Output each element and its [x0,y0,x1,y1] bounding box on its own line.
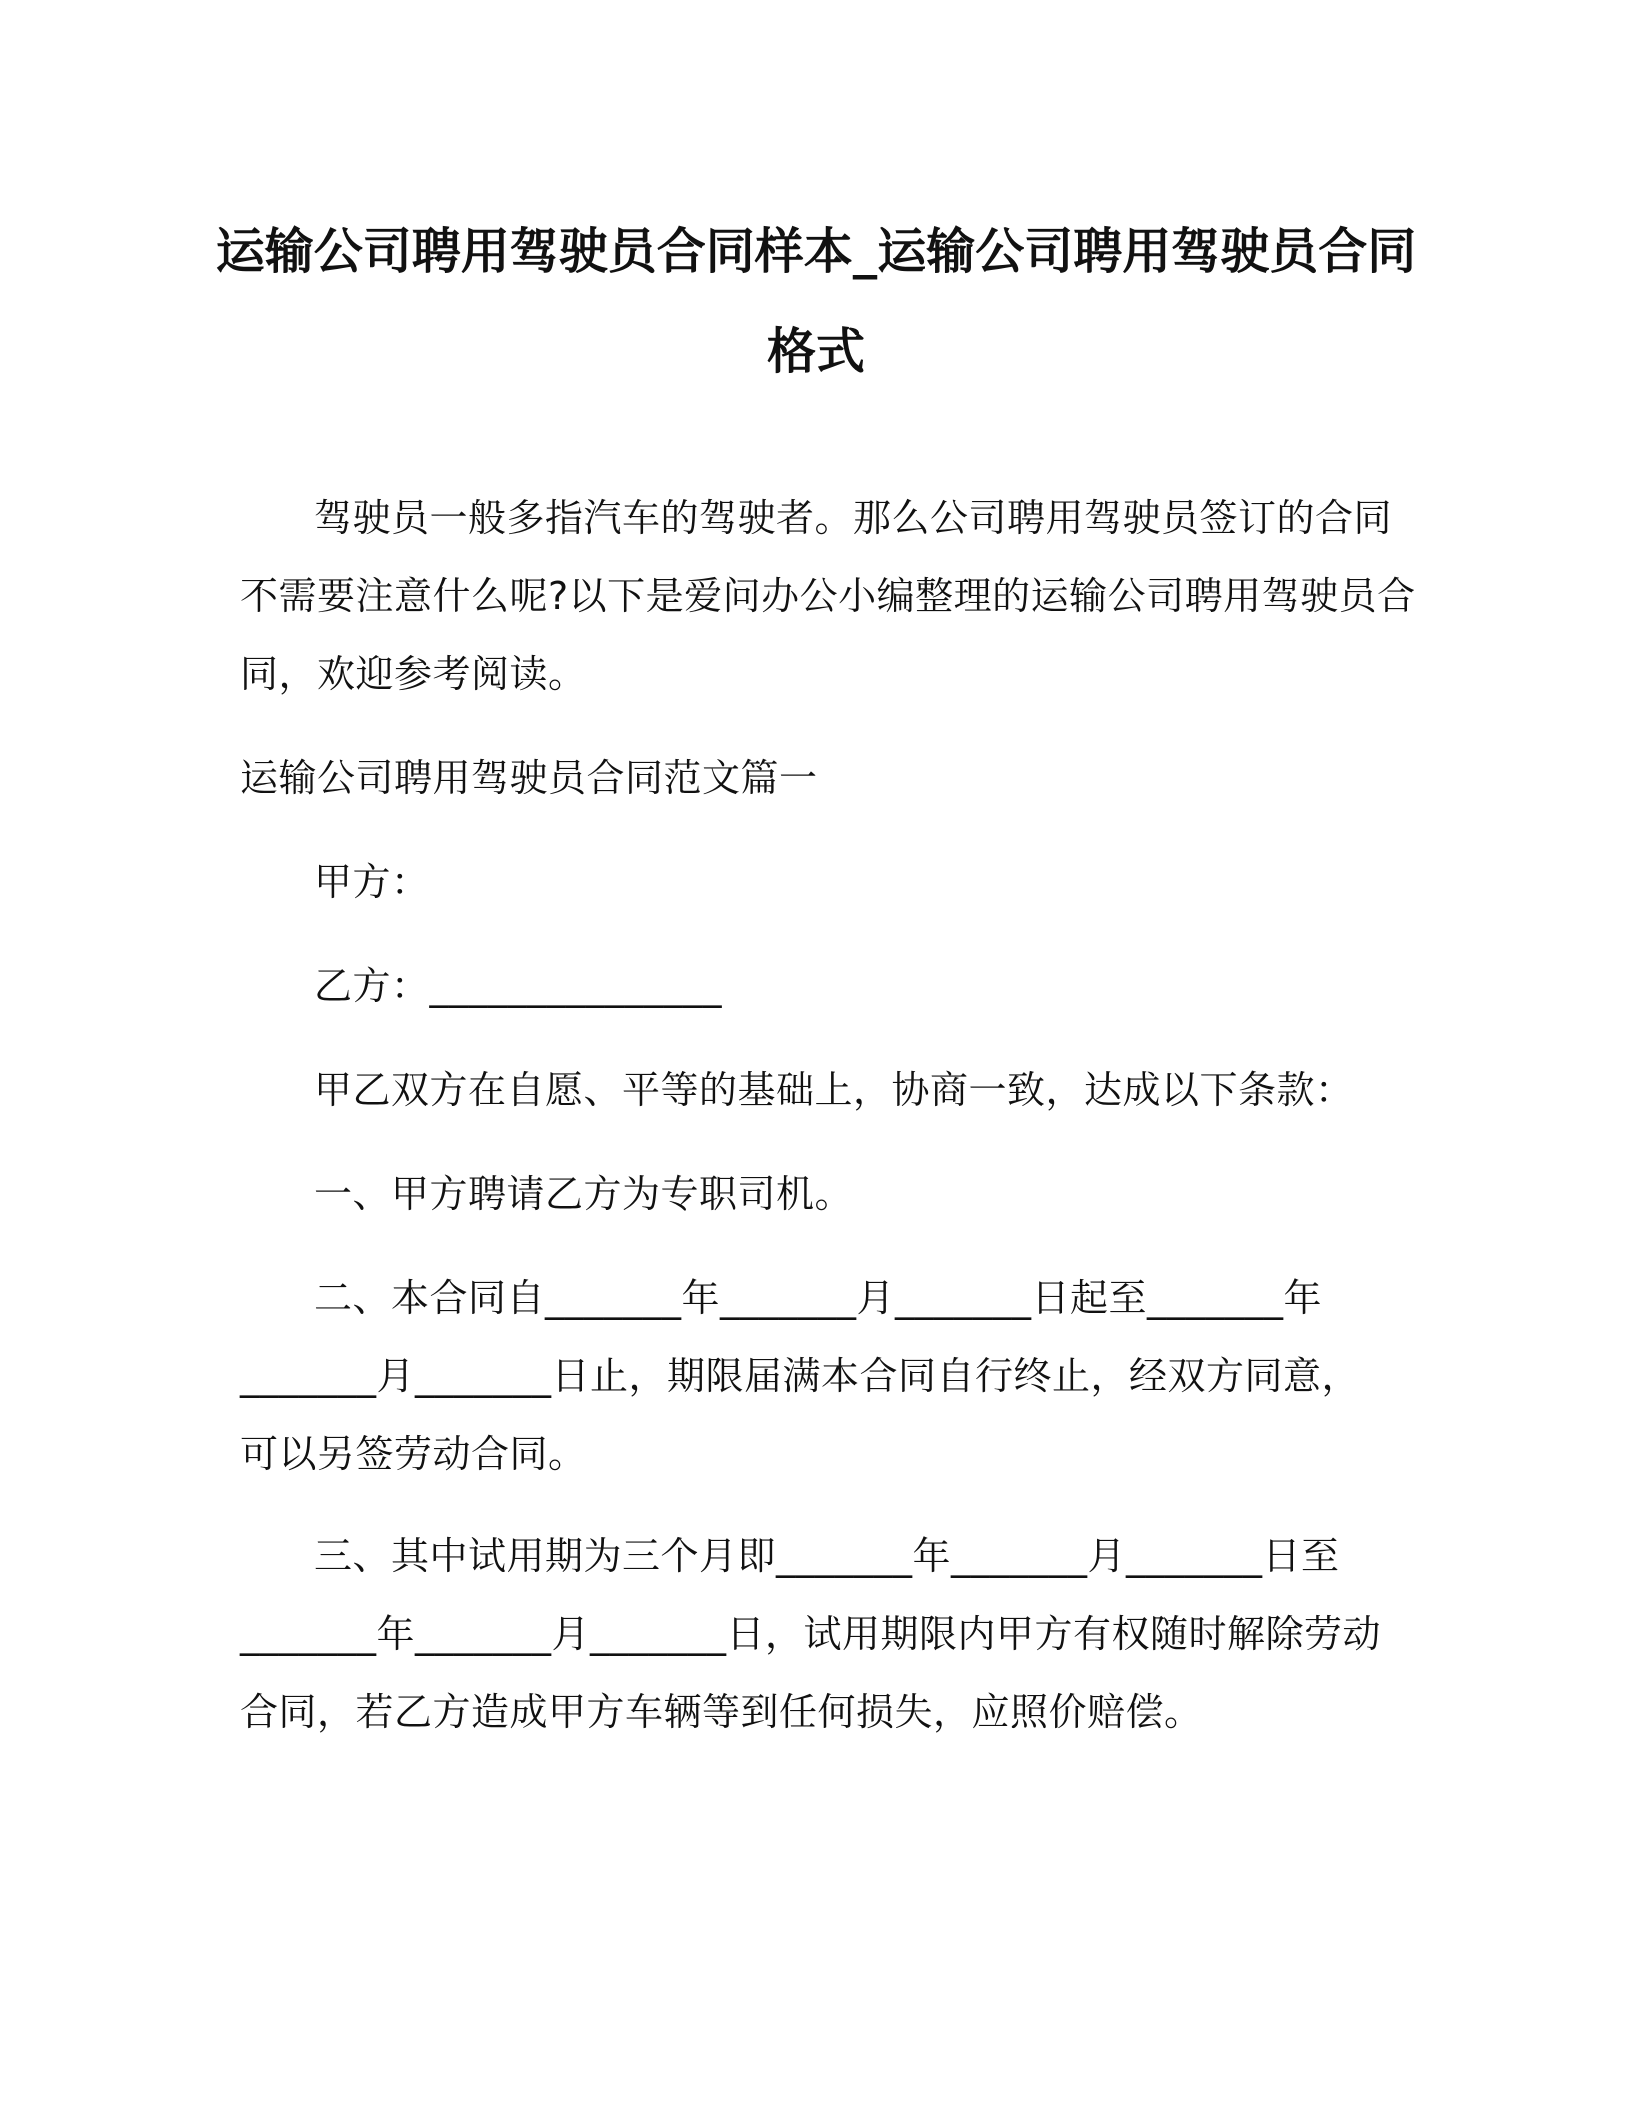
agreement-line: 甲乙双方在自愿、平等的基础上，协商一致，达成以下条款： [314,1068,1354,1112]
section-heading: 运输公司聘用驾驶员合同范文篇一 [240,756,818,800]
clause-3-line-3: 合同，若乙方造成甲方车辆等到任何损失，应照价赔偿。 [240,1690,1203,1734]
intro-line-2: 不需要注意什么呢?以下是爱问办公小编整理的运输公司聘用驾驶员合 [240,574,1416,618]
clause-2-line-3: 可以另签劳动合同。 [240,1432,587,1476]
clause-1-line: 一、甲方聘请乙方为专职司机。 [314,1172,854,1216]
document-title-line-1: 运输公司聘用驾驶员合同样本_运输公司聘用驾驶员合同 [215,223,1417,280]
document-title-line-2: 格式 [766,323,865,380]
clause-3-line-2: _______年_______月_______日，试用期限内甲方有权随时解除劳动 [240,1612,1382,1656]
intro-line-3: 同，欢迎参考阅读。 [240,652,587,696]
clause-3-line-1: 三、其中试用期为三个月即_______年_______月_______日至 [314,1534,1340,1578]
party-a-line: 甲方： [314,860,430,904]
party-b-line: 乙方：_______________ [314,964,723,1008]
intro-line-1: 驾驶员一般多指汽车的驾驶者。那么公司聘用驾驶员签订的合同 [314,496,1393,540]
clause-2-line-2: _______月_______日止，期限届满本合同自行终止，经双方同意， [240,1354,1361,1398]
clause-2-line-1: 二、本合同自_______年_______月_______日起至_______年 [314,1276,1323,1320]
